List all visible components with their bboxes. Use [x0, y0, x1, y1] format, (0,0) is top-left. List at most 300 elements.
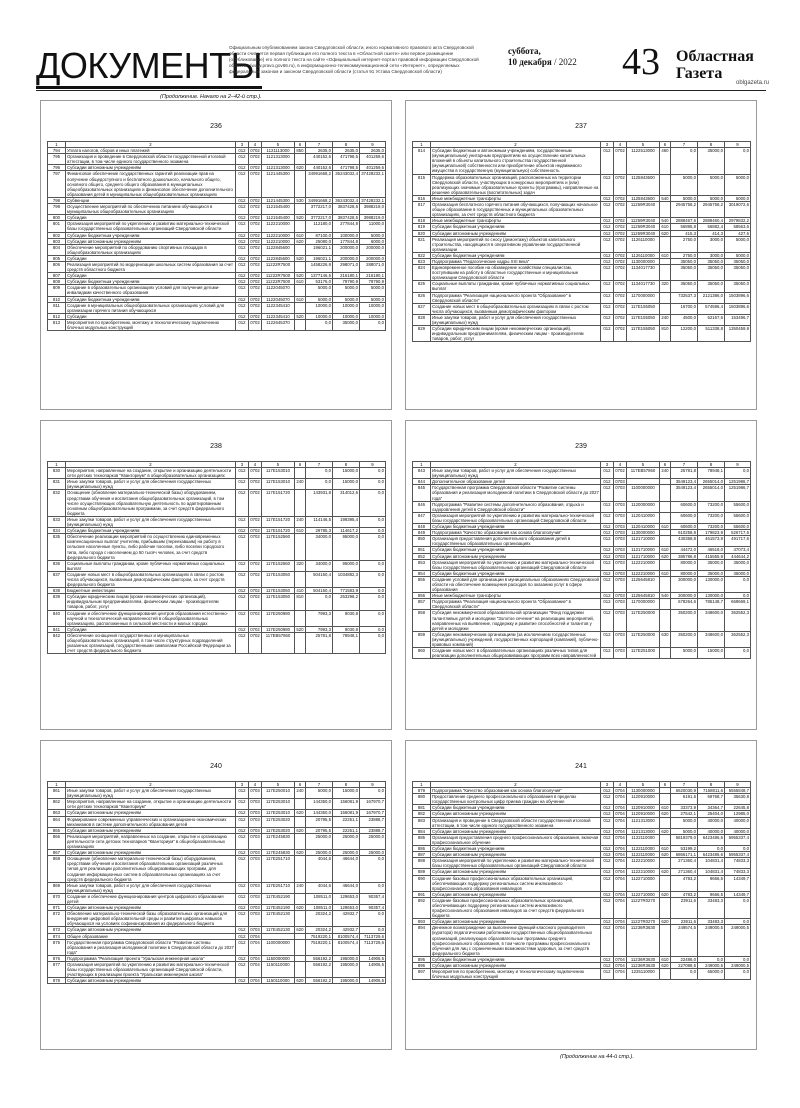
table-cell: 1121710000	[627, 536, 660, 547]
table-cell: 1122210000	[627, 559, 660, 570]
table-cell: 40000,0	[725, 828, 751, 834]
table-row	[413, 875, 751, 891]
table-cell	[660, 236, 671, 252]
table-cell: 1122513000	[627, 148, 660, 174]
table-cell: 15000,0	[333, 479, 360, 490]
table-cell: 35000,0	[725, 559, 751, 570]
table-cell: 620	[296, 905, 304, 911]
table-cell	[295, 490, 306, 516]
table-cell: 55600,0	[725, 512, 751, 523]
table-cell: 0703	[614, 576, 627, 592]
table-cell: 828	[413, 314, 431, 325]
table-cell: 0702	[614, 265, 627, 281]
table-cell: 0703	[249, 816, 262, 827]
table-cell: 012	[601, 828, 614, 834]
table-cell: 46644,0	[333, 856, 360, 882]
column-header: 5	[627, 142, 660, 148]
table-cell: 610	[661, 547, 669, 553]
table-cell: 195000,0	[333, 962, 360, 978]
table-cell: 620	[661, 919, 669, 925]
table-cell: Организация предоставления среднего профессионального образования, включая профессиональное обучение	[431, 834, 601, 845]
table-cell: 0703	[249, 911, 262, 927]
table-cell: 1126110000	[627, 252, 660, 258]
table-cell: 6620030,9	[671, 788, 698, 794]
table-cell: 620	[296, 927, 304, 933]
table-cell: 1122045070	[262, 296, 295, 302]
table-cell: 797	[48, 171, 66, 197]
table-cell: 857	[413, 599, 431, 610]
table-cell: 5000,0	[333, 296, 360, 302]
table-cell: 012	[236, 856, 249, 882]
table-cell: 3549123,4	[671, 479, 698, 485]
table-cell: 012	[601, 468, 614, 479]
table-cell: 0,0	[306, 594, 333, 610]
table-cell: 0702	[249, 534, 262, 560]
table-cell: 73200,0	[698, 524, 725, 530]
table-cell: Субсидии бюджетным и автономным учреждениям, государственным (муниципальным) унитарным предприятиям на осуществление капитальных вложений в объекты капитального строительства государственной (муниципальной) собственности или приобретение объектов недвижимого имущества в государственную (муниципальную) собственность	[431, 148, 601, 174]
table-cell	[295, 911, 306, 927]
table-cell: 58563,6	[725, 224, 751, 230]
table-cell: 012	[601, 174, 614, 195]
table-cell: 556192,2	[306, 962, 333, 978]
panel-page-number: 238	[210, 443, 222, 450]
table-row	[413, 326, 751, 342]
table-cell: 1130000000	[627, 258, 660, 264]
table-cell: 34000,0	[306, 534, 333, 560]
table-cell	[295, 285, 306, 296]
table-cell: 410	[296, 588, 304, 594]
table-cell: 5000,0	[671, 817, 698, 828]
column-header: 4	[249, 782, 262, 788]
table-cell: 0702	[614, 468, 627, 479]
table-cell	[660, 925, 671, 957]
table-cell: 0704	[250, 978, 260, 984]
table-cell: 240	[295, 788, 306, 799]
table-cell: 9030,8	[333, 610, 360, 626]
table-cell: 56895,8	[671, 224, 698, 230]
table-cell: 0703	[615, 570, 625, 576]
table-cell: 7113729,6	[360, 933, 386, 939]
table-cell: 878	[48, 978, 66, 984]
table-cell: 25781,8	[671, 468, 698, 479]
table-cell: 0703	[614, 610, 627, 631]
table-cell: 6000,0	[360, 238, 386, 244]
table-cell: 430358,8	[671, 536, 698, 547]
table-cell: 62167,6	[698, 314, 725, 325]
table-cell: Субсидии юридическим лицам (кроме некоммерческих организаций), индивидуальным предпринимателям, физическим лицам - производителям товаров, работ, услуг	[431, 326, 601, 342]
table-cell: 1225110000	[627, 969, 660, 980]
table-cell: 1121313000	[262, 165, 295, 171]
table-cell: Субсидии бюджетным учреждениям	[431, 547, 601, 553]
table-cell: 35050,0	[671, 258, 698, 264]
table-cell: 012	[601, 303, 614, 314]
table-cell: 1150110000	[262, 978, 295, 984]
table-cell: 249000,5	[698, 963, 725, 969]
table-cell: 620	[661, 230, 669, 236]
column-header: 5	[262, 462, 295, 468]
table-cell: 0702	[249, 479, 262, 490]
table-cell: 1034882,3	[333, 571, 360, 587]
table-cell: 556192,2	[306, 955, 333, 961]
column-header: 3	[236, 142, 249, 148]
table-cell: 805	[48, 255, 66, 261]
table-cell: 012	[236, 816, 249, 827]
table-cell: 117E250980	[262, 610, 295, 626]
table-cell: 526717,6	[725, 530, 751, 536]
table-cell: 9666,5	[698, 875, 725, 891]
table-cell: Субсидии автономным учреждениям	[431, 230, 601, 236]
table-cell: 415,3	[671, 230, 698, 236]
column-header: 8	[333, 782, 360, 788]
table-cell: 29785,3	[306, 528, 333, 534]
table-cell: 504150,4	[306, 588, 333, 594]
table-cell: 012	[236, 528, 249, 534]
table-cell: 35000,0	[698, 570, 725, 576]
column-header: 1	[48, 782, 66, 788]
table-cell: 012	[601, 195, 614, 201]
table-cell: 870	[48, 893, 66, 904]
column-header: 1	[48, 462, 66, 468]
table-cell: 0,0	[725, 148, 751, 174]
budget-table	[47, 461, 386, 654]
table-cell: 610	[296, 279, 304, 285]
table-row	[48, 833, 386, 849]
table-cell: 0,0	[360, 490, 386, 516]
table-cell: 1125645810	[627, 593, 660, 599]
table-cell: 104831,4	[698, 869, 725, 875]
table-cell: 0,0	[360, 788, 386, 799]
table-cell: 129653,0	[333, 905, 360, 911]
table-cell: 012	[236, 238, 249, 244]
table-cell: 200000,0	[360, 255, 386, 261]
table-cell: 6423486,6	[698, 834, 725, 845]
table-cell: Иные закупки товаров, работ и услуг для обеспечения государственных (муниципальных) нужд	[66, 516, 236, 527]
table-cell: 832	[48, 490, 66, 516]
table-cell: 0703	[249, 893, 262, 904]
table-cell: 0702	[614, 303, 627, 314]
column-header: 5	[262, 142, 295, 148]
continued-from-note: (Продолжение. Начало на 2–42-й стр.).	[160, 94, 262, 100]
table-cell: 0704	[614, 794, 627, 805]
table-cell: 414,3	[698, 230, 725, 236]
table-cell: 1122210000	[627, 858, 660, 869]
table-cell: 860	[413, 648, 431, 659]
table-cell: 802	[48, 232, 66, 238]
table-cell: Подпрограмма "Качество образования как основа благополучия"	[431, 530, 601, 536]
table-cell: 1170000000	[627, 599, 660, 610]
table-cell: 0,0	[306, 319, 333, 330]
column-header: 4	[249, 142, 262, 148]
table-cell: 167970,7	[360, 799, 386, 810]
table-row	[413, 303, 751, 314]
table-cell: 888	[413, 858, 431, 869]
table-cell: 117E250000	[627, 631, 660, 647]
table-cell: 840	[48, 610, 66, 626]
table-cell	[295, 261, 306, 272]
table-cell: Социальные выплаты гражданам, кроме публичных нормативных социальных выплат	[431, 281, 601, 292]
table-cell: 0,0	[360, 594, 386, 610]
table-cell: 610	[661, 524, 669, 530]
table-cell: 012	[236, 261, 249, 272]
column-header: 4	[614, 462, 627, 468]
table-cell: 112180,0	[306, 221, 333, 232]
table-cell: 620	[296, 827, 304, 833]
table-cell: 79790,9	[360, 279, 386, 285]
column-header: 9	[725, 142, 751, 148]
table-cell: 0704	[614, 817, 627, 828]
table-cell: 10000,0	[360, 302, 386, 313]
table-cell: 37428232,1	[360, 171, 386, 197]
table-cell: 35000,0	[698, 148, 725, 174]
table-cell: Организация и проведение в Свердловской области государственной итоговой аттестации, в том числе единого государственного экзамена	[431, 817, 601, 828]
table-cell: 320	[295, 560, 306, 571]
table-cell: 801	[48, 221, 66, 232]
table-cell: 78948,1	[333, 632, 360, 653]
table-cell: 1251986,7	[725, 479, 751, 485]
table-cell: 25000,0	[306, 850, 333, 856]
table-cell: 3772217,0	[306, 215, 333, 221]
table-cell: 196021,1	[306, 244, 333, 255]
table-row	[48, 939, 386, 955]
table-cell: 11222R7500	[262, 279, 295, 285]
table-cell: 1121313000	[627, 828, 660, 834]
table-cell: Создание в образовательных организациях условий для получения детьми-инвалидами качественного образования	[66, 285, 236, 296]
table-cell: 012	[601, 576, 614, 592]
table-cell: 012	[236, 244, 249, 255]
table-cell: 35630,8	[725, 794, 751, 805]
table-cell: 1121710000	[627, 553, 660, 559]
table-row	[48, 882, 386, 893]
table-cell: 440152,6	[306, 165, 333, 171]
table-cell: 117E152560	[262, 560, 295, 571]
table-cell: 0704	[614, 897, 627, 918]
table-cell: 0704	[615, 963, 625, 968]
table-cell: 835	[48, 534, 66, 560]
table-cell: 879	[413, 788, 431, 794]
panel-page-number: 240	[210, 763, 222, 770]
table-cell: 3000,0	[698, 236, 725, 252]
column-header: 1	[413, 782, 431, 788]
table-cell: 868	[48, 856, 66, 882]
table-cell: 7519220,1	[306, 933, 333, 939]
table-cell: Иные закупки товаров, работ и услуг для обеспечения государственных (муниципальных) нужд	[431, 314, 601, 325]
table-cell: 794	[48, 148, 66, 154]
table-cell: 0704	[615, 811, 625, 817]
table-cell: 240	[660, 314, 671, 325]
table-cell: 012	[236, 978, 249, 984]
table-cell: 1377146,5	[306, 273, 333, 279]
table-cell: 5000,0	[671, 648, 698, 659]
table-cell: 10000,0	[333, 313, 360, 319]
table-cell: 012	[601, 148, 614, 174]
table-cell: 817	[413, 202, 431, 218]
table-cell: Субсидии автономным учреждениям	[431, 891, 601, 897]
table-cell: Государственная программа Свердловской области "Развитие системы образования и реализация молодежной политики в Свердловской области до 2027 года"	[67, 939, 234, 955]
table-cell: 012	[236, 296, 249, 302]
table-cell: Иные закупки товаров, работ и услуг для обеспечения государственных (муниципальных) нужд	[66, 479, 236, 490]
table-cell: 6555848,7	[725, 788, 751, 794]
table-cell: 0702	[249, 244, 262, 255]
table-cell: 1122845600	[262, 244, 295, 255]
table-cell: 4044,6	[306, 856, 333, 882]
table-row	[48, 261, 386, 272]
table-cell: 520	[296, 313, 304, 319]
column-header: 6	[660, 782, 671, 788]
table-cell: 841	[48, 626, 66, 632]
table-cell: 95000,0	[333, 560, 360, 571]
table-cell: 610	[296, 296, 304, 302]
table-cell: 0703	[250, 810, 260, 816]
table-cell: 144350,0	[306, 799, 333, 810]
table-cell: 806	[48, 261, 66, 272]
table-cell: 7993,3	[306, 610, 333, 626]
table-cell: 0702	[250, 165, 260, 171]
table-cell: 869	[48, 882, 66, 893]
table-cell	[660, 174, 671, 195]
table-cell: 012	[601, 547, 614, 553]
table-cell: 55600,0	[725, 524, 751, 530]
table-cell: 012	[601, 631, 614, 647]
table-cell: 864	[48, 816, 66, 827]
table-cell: 0703	[614, 648, 627, 659]
table-cell: 461573,9	[698, 536, 725, 547]
table-cell: Подпрограмма "Реализация проекта "Уральская инженерная школа"	[66, 955, 236, 961]
table-cell: 012	[236, 154, 249, 165]
table-cell: 240	[660, 468, 671, 479]
table-cell: 0704	[249, 962, 262, 978]
table-row	[48, 302, 386, 313]
table-cell: Субсидии	[66, 313, 236, 319]
table-cell: 859	[413, 631, 431, 647]
table-cell: 314012,6	[333, 490, 360, 516]
table-cell: Субсидии бюджетным учреждениям	[431, 846, 601, 852]
column-header: 8	[698, 782, 725, 788]
table-cell: 847	[413, 512, 431, 523]
table-cell: 1122645370	[262, 319, 295, 330]
table-cell: 0702	[614, 326, 627, 342]
table-cell: 216180,1	[360, 273, 386, 279]
table-cell: 117E253010	[262, 810, 295, 816]
table-cell: 14906,5	[360, 962, 386, 978]
table-cell: 0702	[250, 215, 260, 221]
table-cell: 0702	[250, 279, 260, 285]
table-cell: 012	[601, 218, 614, 224]
table-cell: 813	[48, 319, 66, 330]
table-cell: Создание и обеспечение функционирования центров образования естественно-научной и технологической направленностей в общеобразовательных организациях, расположенных в сельской местности и малых городах	[66, 610, 236, 626]
table-cell: 0,0	[360, 856, 386, 882]
table-cell: 012	[236, 221, 249, 232]
table-cell: Субсидии автономным учреждениям	[431, 869, 601, 875]
table-cell: 35050,0	[698, 265, 725, 281]
table-cell: 5000,0	[360, 296, 386, 302]
table-cell: Обеспечение реализации мероприятий по осуществлению единовременных компенсационных выплат учителям, прибывшим (переехавшим) на работу в сельские населенные пункты, либо рабочие поселки, либо поселки городского типа, либо города с населением до 50 тысяч человек, за счет средств федерального бюджета	[66, 534, 236, 560]
continued-to-note: (Продолжение на 44-й стр.).	[560, 1054, 634, 1060]
table-cell: 117EB57860	[262, 632, 295, 653]
table-cell: 1458226,9	[306, 261, 333, 272]
table-cell: 350200,0	[671, 631, 698, 647]
table-cell: 7113729,6	[360, 939, 386, 955]
site-url: oblgazeta.ru	[736, 80, 770, 86]
table-cell: 240	[295, 516, 306, 527]
table-row	[413, 536, 751, 547]
table-cell: Субсидии	[66, 626, 236, 632]
table-cell: 200000,0	[333, 255, 360, 261]
table-cell: 824	[413, 265, 431, 281]
table-cell: 846	[413, 501, 431, 512]
table-cell: 0702	[249, 154, 262, 165]
table-cell: 852	[413, 553, 431, 559]
table-cell: 0702	[249, 285, 262, 296]
table-cell: 0704	[614, 969, 627, 980]
table-cell: Организация мероприятий по укреплению и развитию материально-технической базы государственных образовательных организаций Свердловской области, участвующих в реализации проекта "Уральская инженерная школа"	[66, 962, 236, 978]
table-cell: 0704	[614, 858, 627, 869]
table-cell	[295, 856, 306, 882]
table-cell	[295, 833, 306, 849]
table-cell: 0,0	[725, 576, 751, 592]
table-cell: 0703	[249, 788, 262, 799]
table-cell: Субсидии юридическим лицам (кроме некоммерческих организаций), индивидуальным предпринимателям, физическим лицам - производителям товаров, работ, услуг	[66, 594, 236, 610]
table-cell: Мероприятия, направленные на создание, открытие и организацию деятельности сети детских технопарков "Кванториум" в общеобразовательных организациях	[66, 468, 236, 479]
table-cell: 0702	[249, 261, 262, 272]
table-cell	[660, 817, 671, 828]
table-row	[413, 148, 751, 174]
table-panel-237	[405, 100, 757, 410]
table-cell: 814	[413, 148, 431, 174]
table-cell: 540	[661, 195, 669, 201]
table-row	[413, 485, 751, 501]
table-cell: 143931,8	[306, 490, 333, 516]
table-cell: 1122110000	[627, 846, 660, 852]
table-cell: 827	[413, 303, 431, 314]
column-header: 9	[725, 782, 751, 788]
table-cell: 117E155050	[627, 303, 660, 314]
table-cell: 117E245830	[262, 850, 295, 856]
table-row	[48, 319, 386, 330]
table-cell: 156081,9	[333, 810, 360, 816]
table-cell: 35000,0	[725, 570, 751, 576]
table-cell: Единовременное пособие на обзаведение хозяйством специалистам, поступившим на работу в областные государственные и муниципальные организации Свердловской области	[431, 265, 601, 281]
column-header: 7	[306, 142, 333, 148]
table-cell: 156081,9	[333, 799, 360, 810]
table-cell: 0,0	[360, 571, 386, 587]
table-cell: Финансовое обеспечение государственных гарантий реализации прав на получение общедоступного и бесплатного дошкольного, начального общего, основного общего, среднего общего образования в муниципальных общеобразовательных организациях и финансовое обеспечение дополнительного образования детей в муниципальных общеобразовательных организациях	[66, 171, 236, 197]
table-cell	[660, 858, 671, 869]
table-cell: 0,0	[360, 528, 386, 534]
table-cell: 0703	[614, 501, 627, 512]
table-cell: 0,0	[306, 468, 333, 479]
table-cell: 850	[296, 148, 304, 154]
column-header: 5	[262, 782, 295, 788]
table-cell: 610	[661, 846, 669, 852]
table-cell: 1120910000	[627, 794, 660, 805]
table-cell: 012	[236, 933, 249, 939]
page-header	[36, 40, 770, 91]
column-header: 6	[660, 142, 671, 148]
table-cell: 012	[236, 810, 249, 816]
table-cell: 804	[48, 244, 66, 255]
column-header: 4	[614, 782, 627, 788]
table-cell: 0702	[614, 314, 627, 325]
table-cell: 0,0	[698, 956, 725, 962]
budget-table	[412, 461, 751, 659]
table-cell: 0702	[250, 528, 260, 534]
table-cell: 771583,9	[333, 588, 360, 594]
table-cell	[295, 816, 306, 827]
table-cell: 0703	[615, 593, 625, 599]
table-cell: 0,0	[360, 319, 386, 330]
table-cell: 0704	[615, 828, 625, 834]
column-header: 3	[601, 782, 614, 788]
